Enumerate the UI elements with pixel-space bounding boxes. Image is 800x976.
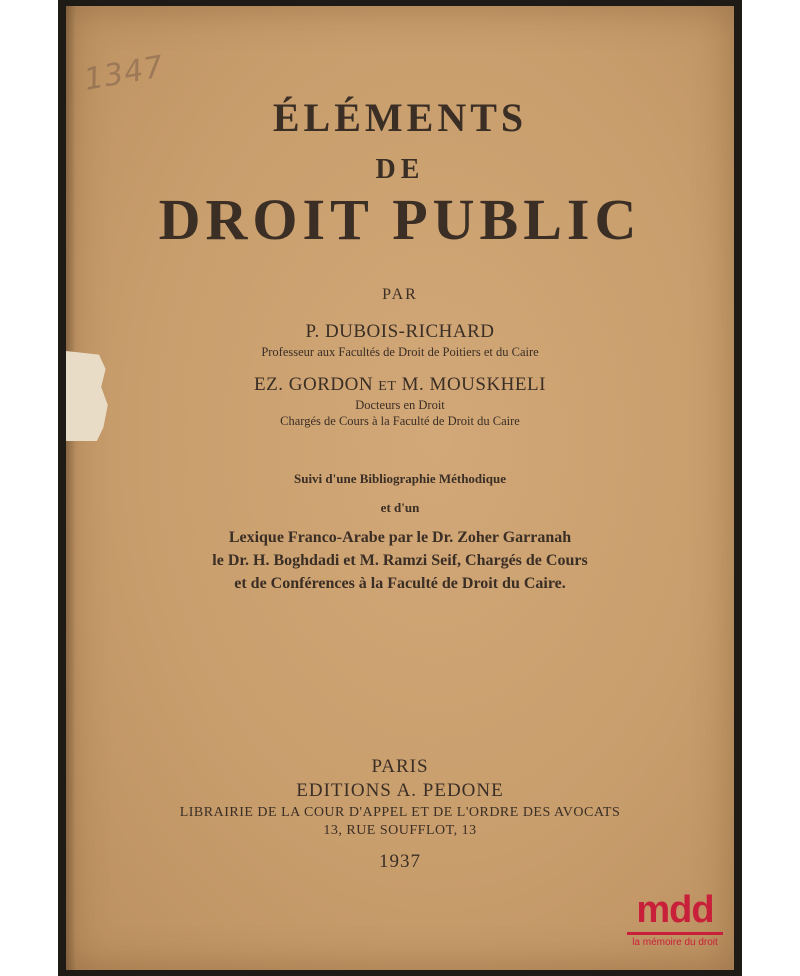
logo-tagline: la mémoire du droit xyxy=(632,937,718,948)
author2-names xyxy=(66,374,734,396)
lexique-line-3: et de Conférences à la Faculté de Droit du Caire. xyxy=(234,575,566,592)
author2-role-2: Chargés de Cours à la Faculté de Droit du Caire xyxy=(280,414,520,428)
supplement-line-1: Suivi d'une Bibliographie Méthodique xyxy=(293,471,507,486)
logo-underline xyxy=(627,932,723,935)
logo-mark: mdd xyxy=(636,889,714,931)
title-line-1: ÉLÉMENTS xyxy=(272,95,528,140)
author2-conjunction: ET xyxy=(378,379,397,394)
by-label: PAR xyxy=(382,286,418,303)
author1-name: P. DUBOIS-RICHARD xyxy=(305,321,495,342)
publisher-address: 13, RUE SOUFFLOT, 13 xyxy=(323,823,477,838)
author2-name-b: M. MOUSKHELI xyxy=(401,374,546,395)
publisher-librairie: LIBRAIRIE DE LA COUR D'APPEL ET DE L'ORDRE DES AVOCATS xyxy=(179,805,621,820)
author2-role-1: Docteurs en Droit xyxy=(355,398,445,412)
title-line-2: DE xyxy=(375,154,425,185)
author1-role: Professeur aux Facultés de Droit de Poitiers et du Caire xyxy=(261,345,539,359)
publisher-editions: EDITIONS A. PEDONE xyxy=(296,780,504,801)
lexique-line-2: le Dr. H. Boghdadi et M. Ramzi Seif, Chargés de Cours xyxy=(212,552,588,569)
book-cover xyxy=(66,6,734,970)
supplement-line-2: et d'un xyxy=(380,500,420,515)
lexique-line-1: Lexique Franco-Arabe par le Dr. Zoher Garranah xyxy=(228,529,572,546)
author2-name-a: EZ. GORDON xyxy=(254,374,374,395)
mdd-logo xyxy=(620,890,730,960)
handwritten-mark: 1347 xyxy=(81,49,167,98)
lexique-block xyxy=(66,526,734,595)
publisher-city: PARIS xyxy=(371,756,429,777)
title-line-3: DROIT PUBLIC xyxy=(158,187,642,252)
publication-year: 1937 xyxy=(379,851,421,872)
